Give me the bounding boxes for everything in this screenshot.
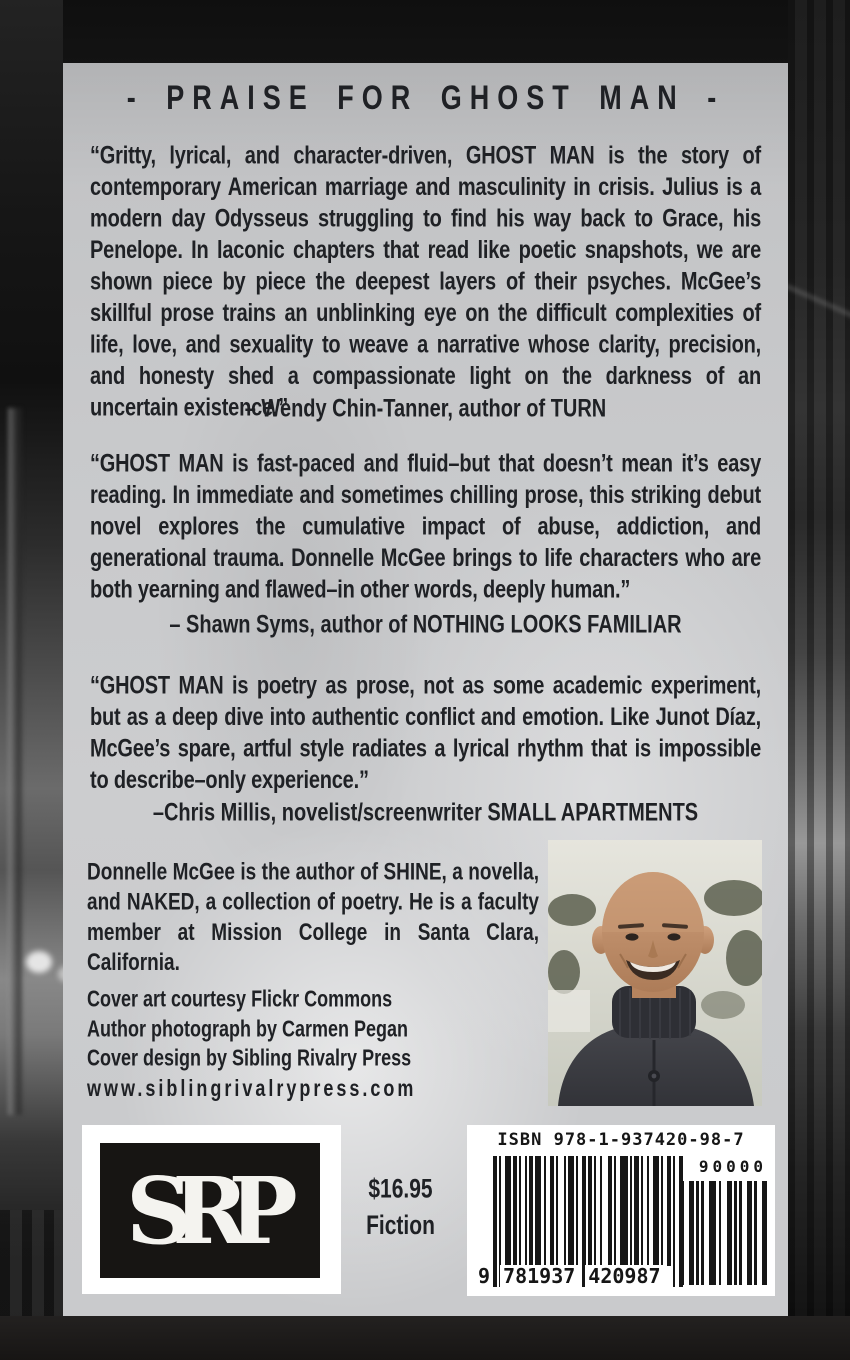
author-photo-illustration [548,840,762,1106]
praise-panel [63,63,788,1316]
credits-block [87,985,416,1103]
quote-1: “Gritty, lyrical, and character-driven, GHOST MAN is the story of contemporary American marriage and masculinity in crisis. Julius is a modern day Odysseus struggling to find his way back to Grace, his Penelope. In laconic chapters that read like poetic snapshots, we are shown piece by piece the deepest layers of their psyches. McGee’s skillful prose trains an unblinking eye on the difficult complexities of life, love, and sexuality to weave a narrative whose clarity, precision, and honesty shed a compassionate light on the darkness of an uncertain existence.” [90,142,761,422]
ean-group-1: 781937 [500,1265,578,1287]
srp-logo-text: SRP [126,1156,278,1265]
background-left-hallway [0,0,63,1360]
publisher-logo-black-field [100,1143,320,1278]
quote-2: “GHOST MAN is fast-paced and fluid–but that doesn’t mean it’s easy reading. In immediate and sometimes chilling prose, this striking debut novel explores the cumulative impact of abuse, addiction, and generational trauma. Donnelle McGee brings to life characters who are both yearning and flawed–in other words, deeply human.” [90,450,761,604]
barcode-supplement-number: 90000 [698,1157,767,1176]
ean-digit-left: 9 [478,1264,491,1288]
ean-number [475,1265,664,1287]
author-photo [548,840,762,1106]
genre: Fiction [366,1211,435,1241]
quote-3-attribution: –Chris Millis, novelist/screenwriter SMALL APARTMENTS [152,799,699,827]
panel-title: - PRAISE FOR GHOST MAN - [126,79,725,117]
credit-cover-art: Cover art courtesy Flickr Commons [87,986,393,1012]
quote-1-attribution: – Wendy Chin-Tanner, author of TURN [244,395,607,423]
credit-cover-design: Cover design by Sibling Rivalry Press [87,1045,412,1071]
isbn-number: ISBN 978-1-937420-98-7 [497,1130,745,1150]
quote-2-attribution: – Shawn Syms, author of NOTHING LOOKS FAMILIAR [169,611,682,639]
price: $16.95 [368,1174,433,1204]
barcode-box [467,1125,775,1296]
bokeh-light [26,951,52,973]
author-bio: Donnelle McGee is the author of SHINE, a novella, and NAKED, a collection of poetry. He is a faculty member at Mission College in Santa Clara, California. [87,859,539,977]
ean-group-2: 420987 [585,1265,663,1287]
barcode-bars-main [493,1156,683,1266]
background-right-doorframes [788,0,850,1360]
background-bottom-strip [0,1316,850,1360]
quote-3: “GHOST MAN is poetry as prose, not as some academic experiment, but as a deep dive into authentic conflict and emotion. Like Junot Díaz, McGee’s spare, artful style radiates a lyrical rhythm that is impossible to describe–only experience.” [90,672,761,795]
publisher-url: www.siblingrivalrypress.com [87,1075,417,1101]
publisher-logo-box [82,1125,341,1294]
barcode-bars-supplement [681,1181,767,1285]
credit-author-photo: Author photograph by Carmen Pegan [87,1015,409,1042]
price-block [333,1171,468,1244]
